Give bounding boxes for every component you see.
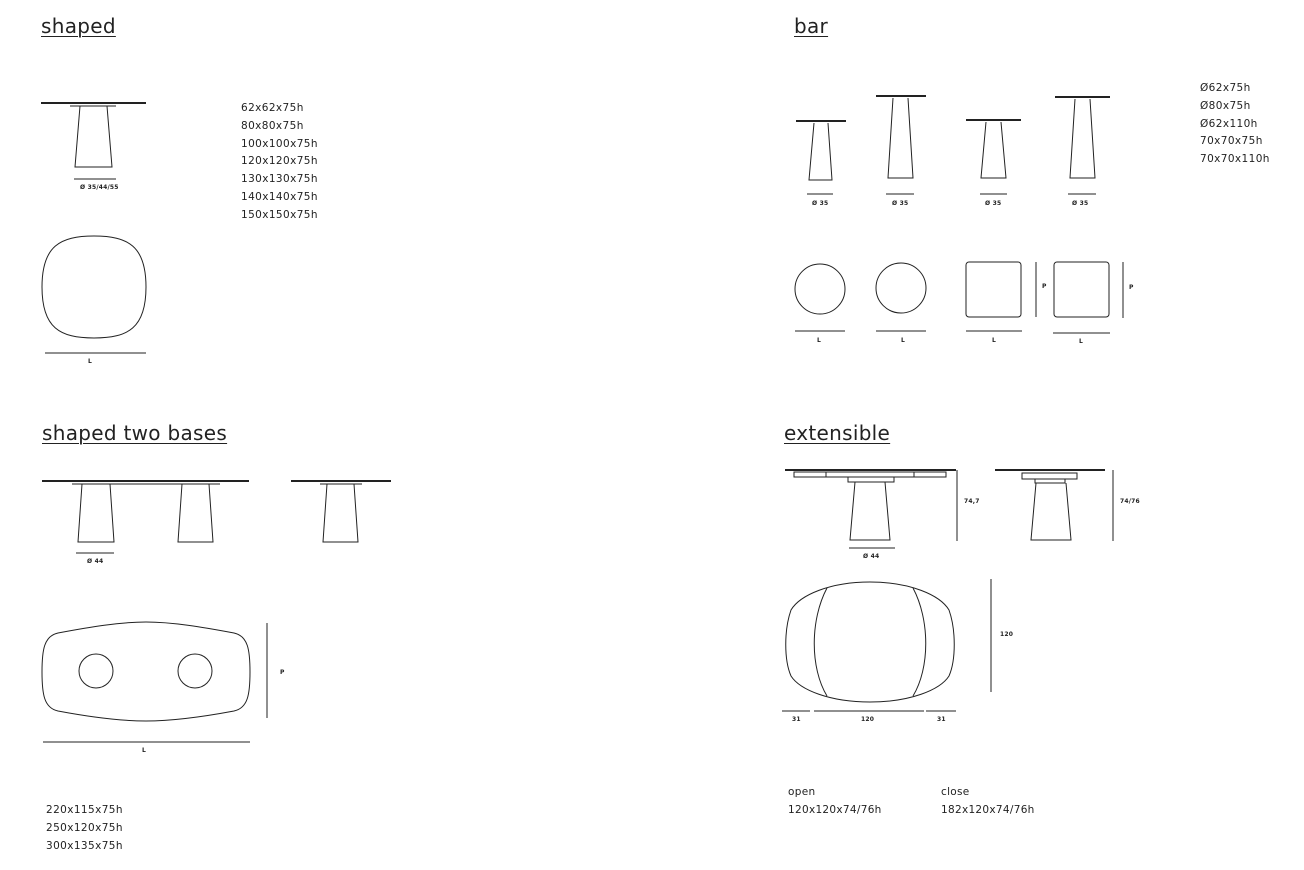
bar-base-label: Ø 35 (812, 200, 829, 207)
extensible-close-heading: close (941, 786, 970, 798)
extensible-leaf-right-label: 31 (937, 716, 946, 723)
bar-base-label: Ø 35 (1072, 200, 1089, 207)
bar-base-label: Ø 35 (985, 200, 1002, 207)
bar-size: Ø80x75h (1200, 99, 1251, 112)
extensible-elevation-open (785, 470, 957, 548)
bar-plan-1 (795, 264, 845, 331)
two-bases-length-label: L (142, 747, 147, 754)
two-bases-title: shaped two bases (42, 421, 228, 445)
shaped-size: 120x120x75h (241, 155, 318, 168)
two-bases-size: 300x135x75h (46, 839, 123, 852)
bar-size: 70x70x75h (1200, 135, 1263, 148)
bar-plan-depth-label: P (1129, 284, 1134, 291)
shaped-plan (42, 236, 146, 353)
bar-plan-length-label: L (901, 337, 906, 344)
two-bases-size: 250x120x75h (46, 821, 123, 834)
two-bases-elevation-front (42, 481, 249, 553)
bar-elevation-2 (876, 96, 926, 194)
shaped-size: 62x62x75h (241, 102, 304, 114)
two-bases-size: 220x115x75h (46, 804, 123, 816)
bar-elevation-4 (1055, 97, 1110, 194)
shaped-size: 100x100x75h (241, 137, 318, 150)
bar-plan-depth-label: P (1042, 283, 1047, 290)
bar-size-list (1200, 80, 1270, 169)
shaped-elevation (41, 103, 146, 179)
two-bases-elevation-side (291, 481, 391, 542)
extensible-close-size: 182x120x74/76h (941, 804, 1035, 816)
shaped-size-list (241, 100, 318, 225)
extensible-height-close-label: 74/76 (1120, 498, 1140, 505)
extensible-open-heading: open (788, 786, 816, 798)
extensible-center-width-label: 120 (861, 716, 875, 723)
bar-plan-length-label: L (1079, 338, 1084, 345)
extensible-leaf-left-label: 31 (792, 716, 801, 723)
bar-plan-length-label: L (992, 337, 997, 344)
bar-plan-2 (876, 263, 926, 331)
two-bases-depth-label: P (280, 669, 285, 676)
extensible-base-label: Ø 44 (863, 553, 880, 560)
extensible-plan (782, 579, 991, 711)
bar-size: Ø62x75h (1200, 82, 1251, 94)
bar-elevation-1 (796, 121, 846, 194)
bar-size: Ø62x110h (1200, 117, 1258, 130)
extensible-elevation-close (995, 470, 1113, 541)
two-bases-size-list (46, 802, 123, 855)
bar-base-label: Ø 35 (892, 200, 909, 207)
shaped-length-label: L (88, 358, 93, 365)
shaped-base-label: Ø 35/44/55 (80, 184, 119, 191)
bar-plan-3 (966, 262, 1036, 331)
extensible-open-size: 120x120x74/76h (788, 804, 882, 816)
bar-elevation-3 (966, 120, 1021, 194)
bar-title: bar (794, 14, 829, 38)
extensible-depth-label: 120 (1000, 631, 1014, 638)
extensible-title: extensible (784, 421, 891, 445)
shaped-size: 140x140x75h (241, 190, 318, 203)
bar-size: 70x70x110h (1200, 153, 1270, 166)
shaped-title: shaped (41, 14, 116, 38)
shaped-size: 130x130x75h (241, 173, 318, 186)
two-bases-plan (42, 622, 267, 742)
bar-plan-length-label: L (817, 337, 822, 344)
bar-plan-4 (1053, 262, 1123, 333)
shaped-size: 150x150x75h (241, 208, 318, 221)
two-bases-base-label: Ø 44 (87, 558, 104, 565)
extensible-height-open-label: 74,7 (964, 498, 980, 505)
shaped-size: 80x80x75h (241, 119, 304, 132)
